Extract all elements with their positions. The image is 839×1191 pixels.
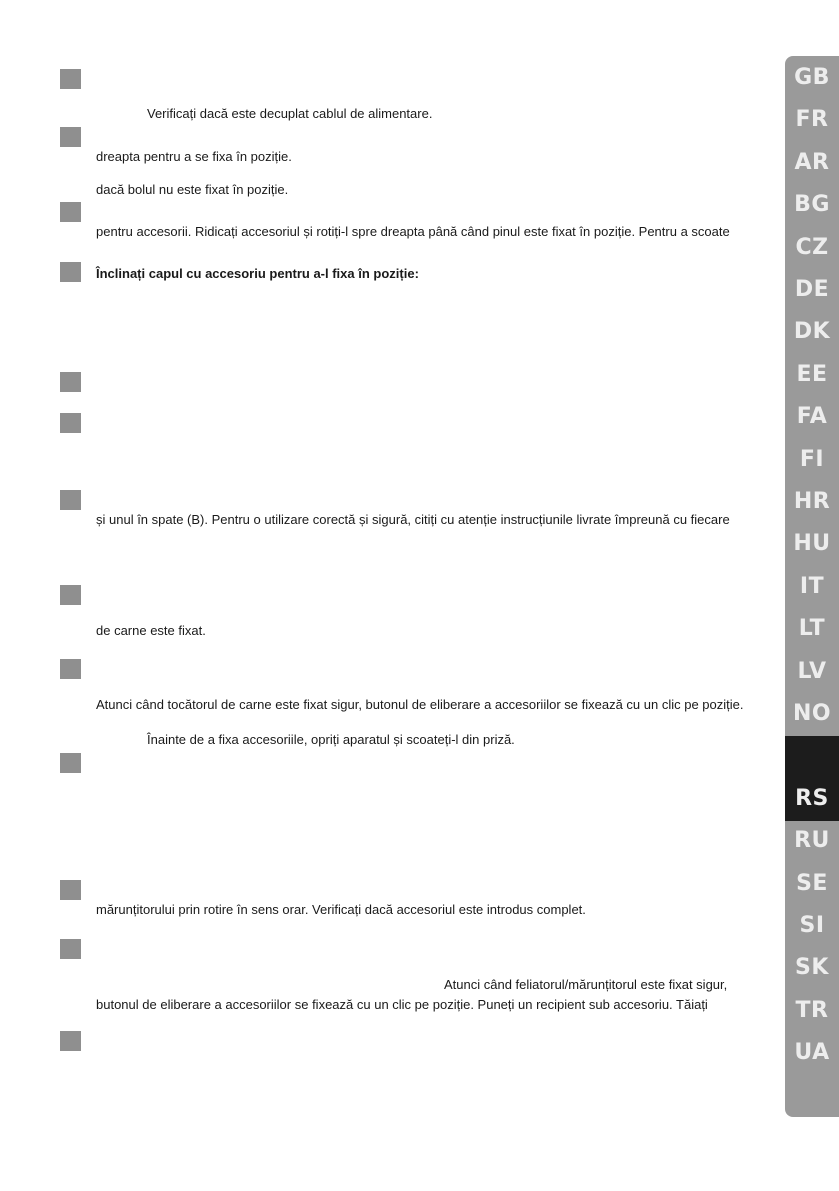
language-tab-dk[interactable]: DK	[793, 319, 831, 345]
language-tab-ee[interactable]: EE	[796, 361, 828, 387]
text-line: butonul de eliberare a accesoriilor se fixează cu un clic pe poziție. Puneți un recipient sub accesoriu. Tăiați	[96, 997, 708, 1012]
language-tab-se[interactable]: SE	[796, 870, 828, 896]
text-line: dreapta pentru a se fixa în poziție.	[96, 149, 292, 164]
text-line: și unul în spate (B). Pentru o utilizare corectă și sigură, citiți cu atenție instrucțiunile livrate împreună cu fiecare	[96, 512, 730, 527]
language-tab-bg[interactable]: BG	[794, 192, 830, 218]
text-line-bold: Înclinați capul cu accesoriu pentru a-l fixa în poziție:	[96, 266, 419, 281]
language-tab-de[interactable]: DE	[794, 277, 830, 302]
text-line: Atunci când feliatorul/mărunțitorul este fixat sigur,	[444, 977, 728, 992]
step-marker	[60, 880, 81, 900]
step-marker	[60, 372, 81, 392]
language-tab-sk[interactable]: SK	[795, 955, 829, 981]
step-marker	[60, 1031, 81, 1051]
language-tab-fa[interactable]: FA	[796, 404, 828, 430]
language-tab-rs[interactable]: RS	[795, 785, 829, 811]
step-marker	[60, 262, 81, 282]
step-marker	[60, 585, 81, 605]
language-tab-fi[interactable]: FI	[799, 446, 825, 472]
step-marker	[60, 659, 81, 679]
language-tab-lv[interactable]: LV	[797, 658, 827, 684]
language-tab-ua[interactable]: UA	[794, 1040, 830, 1066]
language-tab-tr[interactable]: TR	[795, 997, 829, 1023]
language-tab-ru[interactable]: RU	[794, 828, 830, 854]
text-line: Verificați dacă este decuplat cablul de alimentare.	[147, 106, 433, 121]
text-line: pentru accesorii. Ridicați accesoriul și rotiți-l spre dreapta până când pinul este fixat în poziție. Pentru a scoate	[96, 224, 730, 239]
step-marker	[60, 753, 81, 773]
text-line: mărunțitorului prin rotire în sens orar. Verificați dacă accesoriul este introdus complet.	[96, 902, 586, 917]
language-tab-hr[interactable]: HR	[793, 489, 831, 514]
language-tab-si[interactable]: SI	[799, 913, 825, 938]
language-tab-it[interactable]: IT	[799, 573, 825, 599]
text-line: dacă bolul nu este fixat în poziție.	[96, 182, 289, 197]
language-tab-no[interactable]: NO	[792, 701, 832, 726]
step-marker	[60, 490, 81, 510]
text-line: Înainte de a fixa accesoriile, opriți aparatul și scoateți-l din priză.	[147, 732, 515, 747]
step-marker	[60, 69, 81, 89]
language-tab-lt[interactable]: LT	[798, 616, 826, 642]
text-line: de carne este fixat.	[96, 623, 206, 638]
language-tab-gb[interactable]: GB	[794, 65, 830, 90]
step-marker	[60, 202, 81, 222]
step-marker	[60, 127, 81, 147]
language-tab-cz[interactable]: CZ	[795, 234, 829, 260]
language-tab-fr[interactable]: FR	[795, 107, 829, 133]
text-line: Atunci când tocătorul de carne este fixat sigur, butonul de eliberare a accesoriilor se fixează cu un clic pe poziție.	[96, 697, 744, 712]
language-tab-hu[interactable]: HU	[793, 531, 831, 557]
step-marker	[60, 413, 81, 433]
language-tab-ar[interactable]: AR	[794, 149, 830, 175]
step-marker	[60, 939, 81, 959]
